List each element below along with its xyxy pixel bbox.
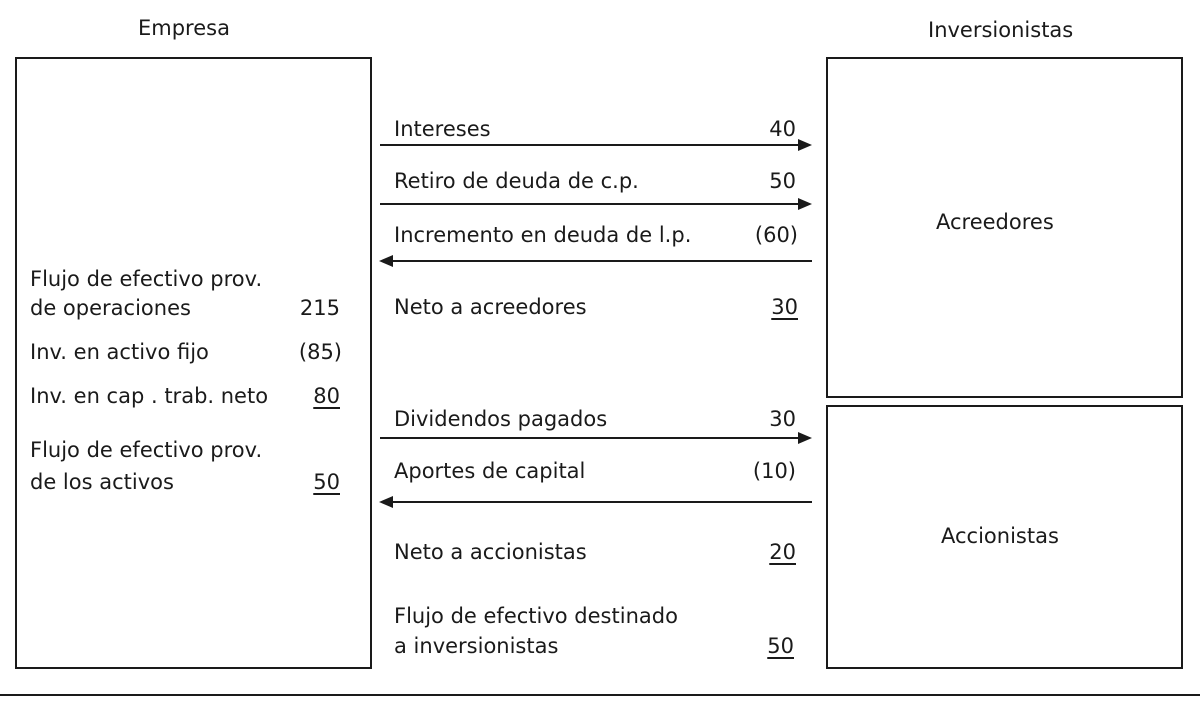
bottom-rule: [0, 694, 1200, 696]
capital-label: Aportes de capital: [394, 459, 586, 483]
shareholders-label: Accionistas: [941, 524, 1059, 548]
interest-value: 40: [769, 117, 796, 141]
net-shareholders-label: Neto a accionistas: [394, 540, 587, 564]
investor-flow-label-line1: Flujo de efectivo destinado: [394, 604, 678, 628]
working-capital-label: Inv. en cap . trab. neto: [30, 384, 269, 408]
investor-flow-label-line2: a inversionistas: [394, 634, 559, 658]
dividends-arrow-head: [798, 432, 812, 444]
interest-label: Intereses: [394, 117, 491, 141]
asset-flow-label-line1: Flujo de efectivo prov.: [30, 438, 263, 462]
interest-arrow-head: [798, 139, 812, 151]
fixed-assets-value: (85): [298, 340, 342, 364]
capital-value: (10): [752, 459, 796, 483]
investor-flow-value: 50: [767, 634, 794, 658]
st-debt-value: 50: [769, 169, 796, 193]
dividends-value: 30: [769, 407, 796, 431]
creditors-label: Acreedores: [936, 210, 1054, 234]
st-debt-arrow-head: [798, 198, 812, 210]
lt-debt-arrow-head: [379, 255, 393, 267]
net-creditors-label: Neto a acreedores: [394, 295, 587, 319]
asset-flow-value: 50: [313, 470, 340, 494]
lt-debt-value: (60): [754, 223, 798, 247]
operating-flow-label-line1: Flujo de efectivo prov.: [30, 267, 263, 291]
company-header: Empresa: [138, 16, 230, 40]
net-creditors-value: 30: [771, 295, 798, 319]
fixed-assets-label: Inv. en activo fijo: [30, 340, 209, 364]
asset-flow-label-line2: de los activos: [30, 470, 174, 494]
net-shareholders-value: 20: [769, 540, 796, 564]
capital-arrow-head: [379, 496, 393, 508]
working-capital-value: 80: [313, 384, 340, 408]
operating-flow-label-line2: de operaciones: [30, 296, 191, 320]
investors-header: Inversionistas: [928, 18, 1074, 42]
lt-debt-label: Incremento en deuda de l.p.: [394, 223, 692, 247]
operating-flow-value: 215: [299, 296, 340, 320]
st-debt-label: Retiro de deuda de c.p.: [394, 169, 639, 193]
dividends-label: Dividendos pagados: [394, 407, 608, 431]
